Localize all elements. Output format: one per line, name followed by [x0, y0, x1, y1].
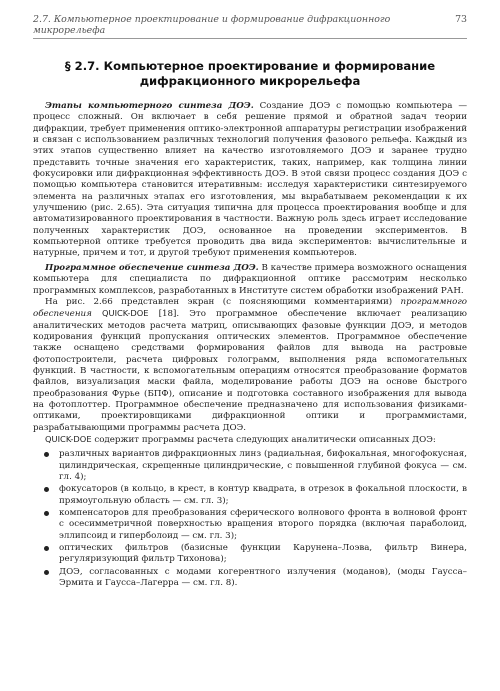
- bullet-icon: [44, 452, 49, 457]
- run-in-heading-software: Программное обеспечение синтеза ДОЭ.: [45, 262, 259, 273]
- list-item: [33, 449, 467, 483]
- paragraph-quick-doe-text-a: На рис. 2.66 представлен экран (с поясняющими комментариями): [45, 296, 401, 307]
- software-name: QUICK-DOE: [101, 308, 149, 319]
- bullet-icon: [44, 511, 49, 516]
- list-item-text: фокусаторов (в кольцо, в крест, в контур квадрата, в отрезок в фокальной плоскости, в прямоугольную область — см. гл. 3);: [59, 484, 467, 506]
- list-item-text: ДОЭ, согласованных с модами когерентного излучения (моданов), (моды Гаусса–Эрмита и Гаусса–Лагерра — см. гл. 8).: [59, 566, 467, 589]
- italic-term: программного обеспечения: [33, 296, 467, 320]
- software-name: QUICK-DOE: [45, 433, 92, 444]
- page-number: 73: [455, 14, 467, 25]
- list-item-text: различных вариантов дифракционных линз (радиальная, бифокальная, многофокусная, цилиндрическая, скрещенные цилиндрические, с повышенной глубиной фокуса — см. гл. 4);: [59, 449, 467, 482]
- list-item-text: компенсаторов для преобразования сферического волнового фронта в волновой фронт с осесимметричной поверхностью вращения второго порядка (включая параболоид, эллипсоид и гиперболоид — см. гл. 3);: [59, 508, 467, 541]
- section-title-line-2: дифракционного микрорельефа: [139, 74, 361, 88]
- paragraph-stages: [33, 101, 467, 260]
- list-item: [33, 484, 467, 507]
- run-in-heading-stages: Этапы компьютерного синтеза ДОЭ.: [45, 101, 254, 111]
- doe-list: [33, 449, 467, 589]
- running-header: [33, 14, 467, 39]
- paragraph-software: [33, 263, 467, 297]
- list-item: [33, 508, 467, 542]
- list-item: [33, 543, 467, 566]
- paragraph-quick-doe-contents-text: содержит программы расчета следующих аналитически описанных ДОЭ:: [91, 434, 436, 445]
- paragraph-stages-text: Создание ДОЭ с помощью компьютера — процесс сложный. Он включает в себя решение прямой и обратной задач теории дифракции, требует применения оптико-электронной аппаратуры регистрации изображений и связан с использованием различных технологий получения фазового рельефа. Каждый из этих этапов существенно влияет на качество изготовляемого ДОЭ и заранее трудно представить точные значения его характеристик, таких, например, как толщина линии фокусировки или дифракционная эффективность ДОЭ. В этой связи процесс создания ДОЭ с помощью компьютера становится итеративным: исследуя характеристики синтезируемого элемента на различных этапах его изготовления, мы вырабатываем рекомендации к их улучшению (рис. 2.65). Эта ситуация типична для процесса проектирования вообще и для автоматизированного проектирования в частности. Важную роль здесь играет исследование полученных характеристик ДОЭ, основанное на проведении экспериментов. В компьютерной оптике требуется проводить два вида экспериментов: вычислительные и натурные, причем и тот, и другой требуют применения компьютеров.: [33, 101, 468, 259]
- bullet-icon: [44, 487, 49, 492]
- section-title-line-1: § 2.7. Компьютерное проектирование и формирование: [64, 59, 436, 73]
- paragraph-software-text: В качестве примера возможного оснащения компьютера для специалиста по дифракционной оптике рассмотрим несколько программных комплексов, разработанных в Институте систем обработки изображений РАН.: [33, 262, 467, 296]
- running-title: 2.7. Компьютерное проектирование и формирование дифракционного микрорельефа: [33, 14, 391, 36]
- paragraph-quick-doe-text-b: [18]. Это программное обеспечение включает реализацию аналитических методов расчета матриц, описывающих фазовые функции ДОЭ, и методов кодирования функций пропускания оптических элементов. Программное обеспечение также оснащено средствами формирования файлов для вывода на растровые фотопостроители, расчета цифровых голограмм, выполнения ряда вспомогательных функций. В частности, к вспомогательным операциям относятся преобразование форматов файлов, визуализация маски файла, моделирование работы ДОЭ на основе быстрого преобразования Фурье (БПФ), описание и подготовка составного изображения для вывода на фотоплоттер. Программное обеспечение предназначено для использования физиками-оптиками, проектировщиками дифракционной оптики и программистами, разрабатывающими программы расчета ДОЭ.: [33, 309, 467, 433]
- list-item-text: оптических фильтров (базисные функции Карунена–Лоэва, фильтр Винера, регуляризующий фильтр Тихонова);: [59, 543, 467, 565]
- bullet-icon: [44, 546, 49, 551]
- paragraph-quick-doe-contents: [33, 434, 467, 446]
- bullet-icon: [44, 570, 49, 575]
- list-item: [33, 567, 467, 590]
- paragraph-quick-doe: [33, 297, 467, 434]
- section-title: [33, 59, 467, 89]
